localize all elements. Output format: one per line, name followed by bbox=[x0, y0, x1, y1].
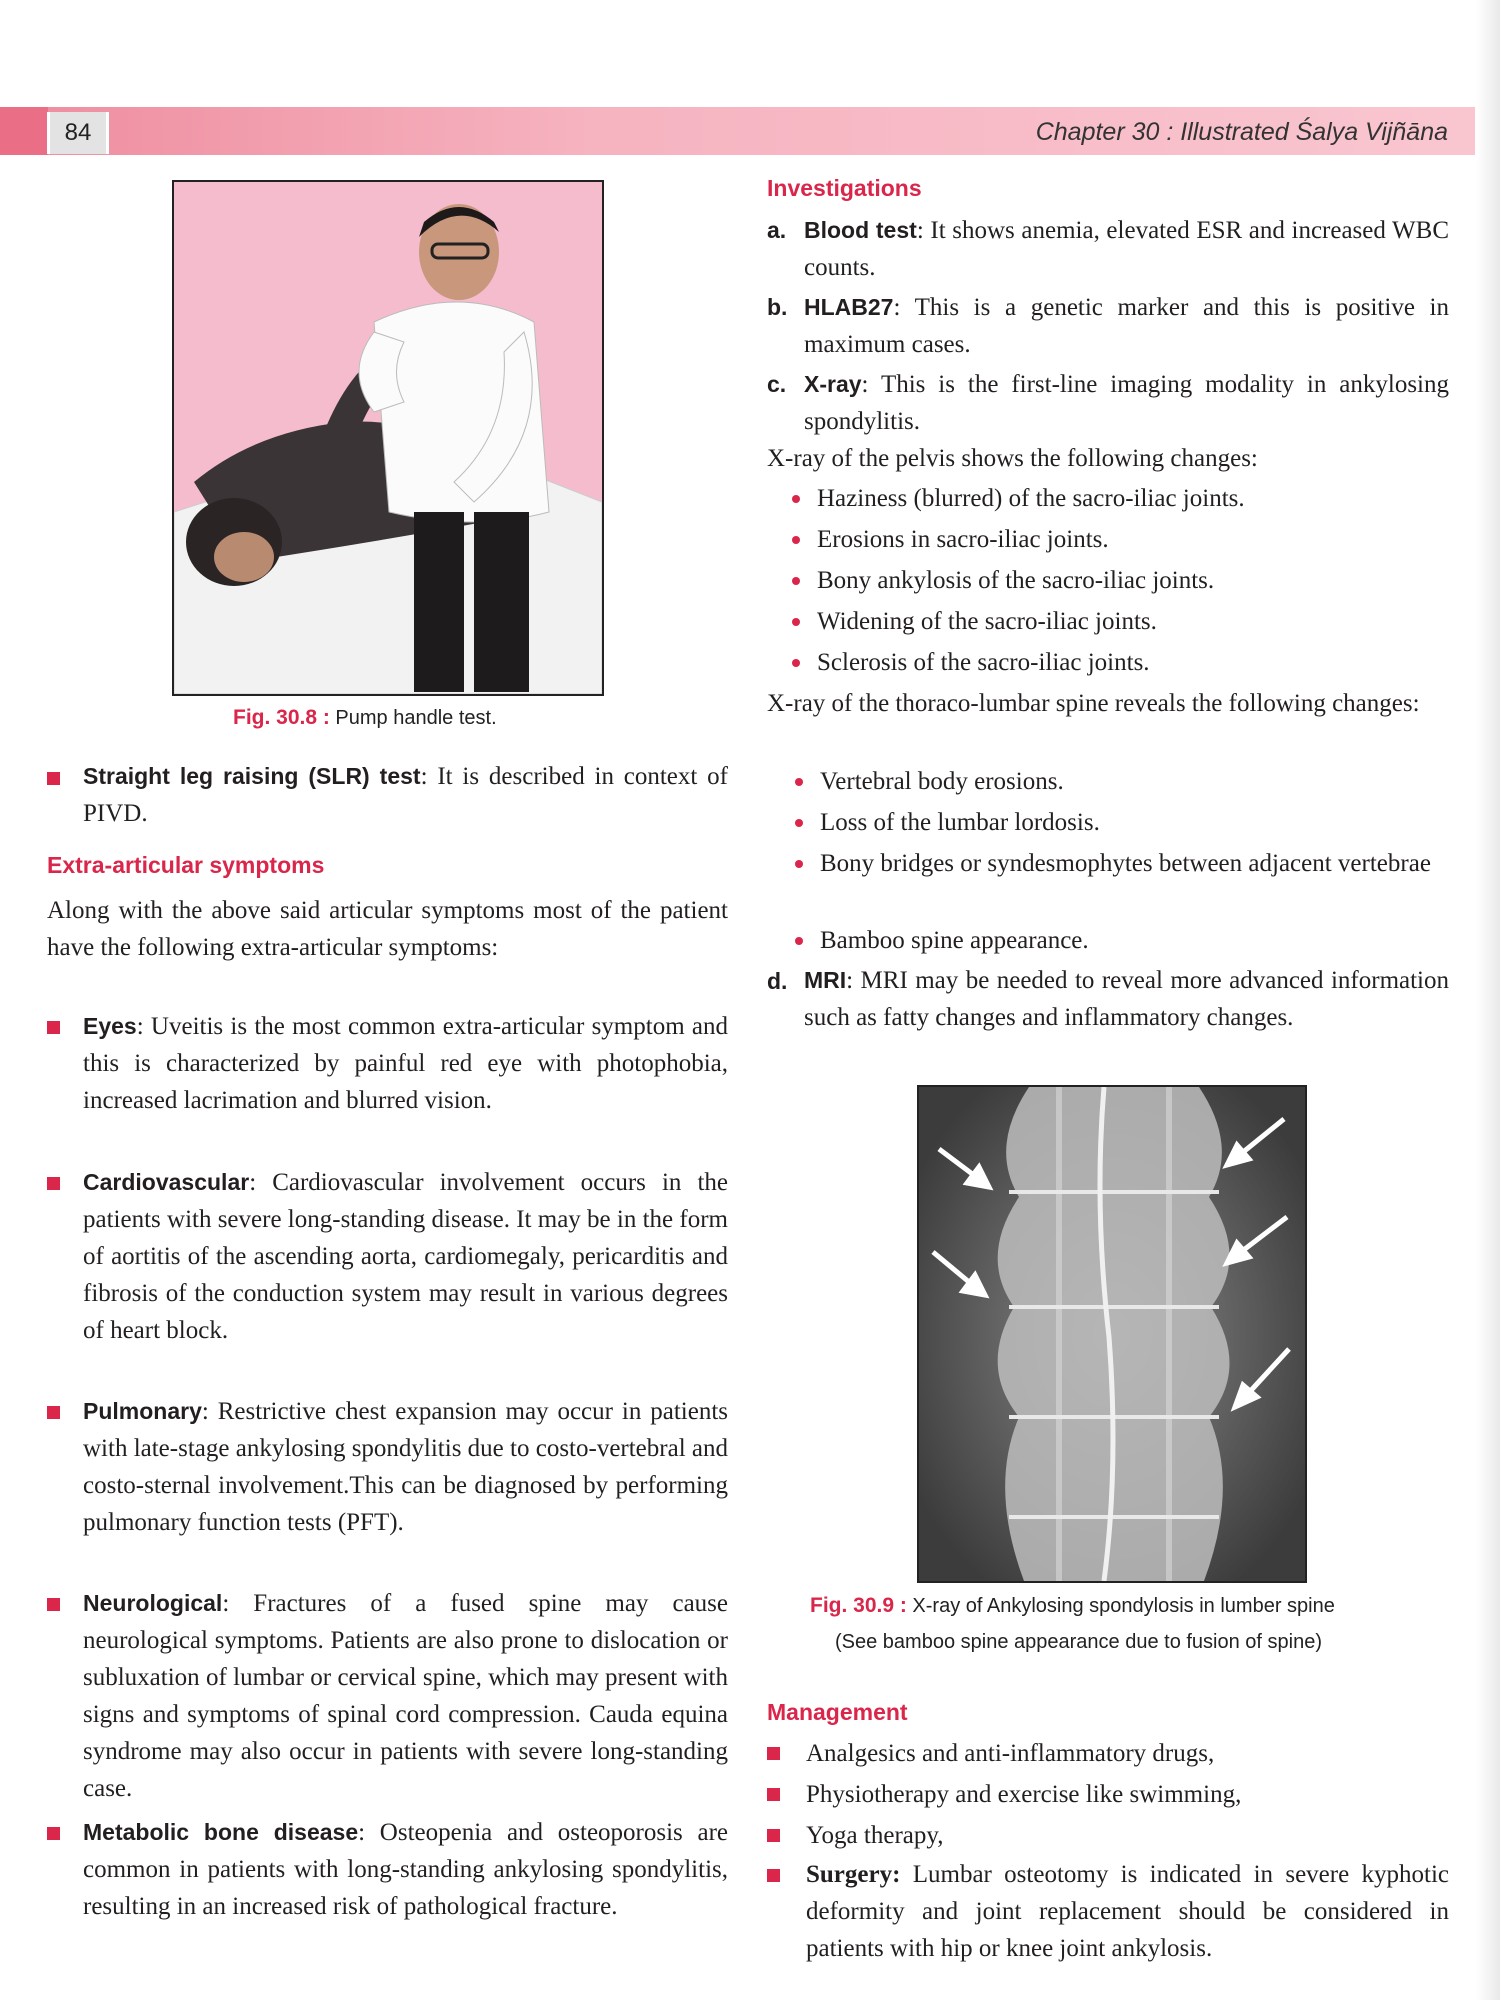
surgery-text: Lumbar osteotomy is indicated in severe kyphotic deformity and joint replacement should be considered in patients with hip or knee joint ankylosis. bbox=[806, 1861, 1449, 1962]
hlab27-text: : This is a genetic marker and this is positive in maximum cases. bbox=[804, 294, 1449, 358]
spine-item-4: Bamboo spine appearance. bbox=[820, 927, 1089, 954]
mri-item bbox=[804, 962, 1449, 1036]
bullet-cardiovascular bbox=[47, 1177, 60, 1190]
pump-handle-test-photo bbox=[172, 180, 604, 696]
inv-letter-b: b. bbox=[767, 294, 788, 320]
mgmt-item-1: Analgesics and anti-inflammatory drugs, bbox=[806, 1740, 1215, 1767]
spine-item-3: Bony bridges or syndesmophytes between adjacent vertebrae bbox=[820, 850, 1431, 877]
metabolic-text: : Osteopenia and osteoporosis are common in patients with long-standing ankylosing spondylitis, resulting in an increased risk of pathological fracture. bbox=[83, 1819, 728, 1920]
slr-test-term: Straight leg raising (SLR) test bbox=[83, 763, 421, 789]
bullet-mgmt-3 bbox=[767, 1829, 780, 1842]
xray-term: X-ray bbox=[804, 371, 862, 397]
blood-test-item bbox=[804, 212, 1449, 286]
dot-pelvis-4 bbox=[792, 618, 800, 626]
pelvis-item-1: Haziness (blurred) of the sacro-iliac joints. bbox=[817, 485, 1245, 512]
dot-spine-3 bbox=[795, 860, 803, 868]
spine-item-2: Loss of the lumbar lordosis. bbox=[820, 809, 1100, 836]
dot-pelvis-5 bbox=[792, 659, 800, 667]
blood-test-text: : It shows anemia, elevated ESR and increased WBC counts. bbox=[804, 217, 1449, 281]
neurological-term: Neurological bbox=[83, 1590, 223, 1616]
management-heading: Management bbox=[767, 1699, 908, 1725]
page-number: 84 bbox=[47, 112, 109, 154]
pelvis-item-5: Sclerosis of the sacro-iliac joints. bbox=[817, 649, 1150, 676]
slr-test-item bbox=[83, 758, 728, 832]
dot-pelvis-2 bbox=[792, 536, 800, 544]
spine-item-1: Vertebral body erosions. bbox=[820, 768, 1064, 795]
hlab27-term: HLAB27 bbox=[804, 294, 894, 320]
header-tab bbox=[0, 107, 48, 155]
mri-text: : MRI may be needed to reveal more advanced information such as fatty changes and inflammatory changes. bbox=[804, 967, 1449, 1031]
figure-30-9-caption-line1 bbox=[810, 1590, 1335, 1622]
cardiovascular-text: : Cardiovascular involvement occurs in the patients with severe long-standing disease. It may be in the form of aortitis of the ascending aorta, cardiomegaly, pericarditis and fibrosis of the conduction system may result in various degrees of heart block. bbox=[83, 1169, 728, 1344]
bamboo-spine-xray-illustration bbox=[919, 1087, 1305, 1581]
dot-spine-4 bbox=[795, 937, 803, 945]
neurological-item bbox=[83, 1585, 728, 1807]
pelvis-item-4: Widening of the sacro-iliac joints. bbox=[817, 608, 1157, 635]
pulmonary-item bbox=[83, 1393, 728, 1541]
pump-handle-test-illustration bbox=[174, 182, 602, 694]
bullet-neurological bbox=[47, 1598, 60, 1611]
dot-pelvis-1 bbox=[792, 495, 800, 503]
bullet-mgmt-4 bbox=[767, 1869, 780, 1882]
figure-30-8-label: Fig. 30.8 : bbox=[233, 706, 330, 729]
bullet-eyes bbox=[47, 1021, 60, 1034]
eyes-term: Eyes bbox=[83, 1013, 137, 1039]
slr-test-text: : It is described in context of PIVD. bbox=[83, 763, 728, 827]
pulmonary-term: Pulmonary bbox=[83, 1398, 202, 1424]
dot-spine-2 bbox=[795, 819, 803, 827]
bullet-mgmt-2 bbox=[767, 1788, 780, 1801]
inv-letter-c: c. bbox=[767, 371, 787, 397]
blood-test-term: Blood test bbox=[804, 217, 917, 243]
mri-term: MRI bbox=[804, 967, 847, 993]
bullet-slr bbox=[47, 772, 60, 785]
pelvis-intro: X-ray of the pelvis shows the following changes: bbox=[767, 445, 1258, 472]
pulmonary-text: : Restrictive chest expansion may occur in patients with late-stage ankylosing spondylitis due to costo-vertebral and costo-sternal involvement.This can be diagnosed by performing pulmonary function tests (PFT). bbox=[83, 1398, 728, 1536]
dot-pelvis-3 bbox=[792, 577, 800, 585]
mgmt-item-2: Physiotherapy and exercise like swimming, bbox=[806, 1781, 1242, 1808]
metabolic-item bbox=[83, 1814, 728, 1925]
cardiovascular-item bbox=[83, 1164, 728, 1349]
hlab27-item bbox=[804, 289, 1449, 363]
surgery-term: Surgery: bbox=[806, 1861, 901, 1888]
figure-30-8-caption bbox=[233, 702, 497, 734]
pelvis-item-2: Erosions in sacro-iliac joints. bbox=[817, 526, 1109, 553]
bullet-metabolic bbox=[47, 1827, 60, 1840]
extra-articular-heading: Extra-articular symptoms bbox=[47, 852, 325, 878]
figure-30-9-caption-line2: (See bamboo spine appearance due to fusion of spine) bbox=[835, 1631, 1323, 1653]
mgmt-item-3: Yoga therapy, bbox=[806, 1822, 944, 1849]
investigations-heading: Investigations bbox=[767, 175, 922, 201]
figure-30-9-label: Fig. 30.9 : bbox=[810, 1594, 907, 1617]
figure-30-9-text: X-ray of Ankylosing spondylosis in lumber spine bbox=[912, 1595, 1335, 1617]
spine-xray-image bbox=[917, 1085, 1307, 1583]
cardiovascular-term: Cardiovascular bbox=[83, 1169, 250, 1195]
xray-text: : This is the first-line imaging modality in ankylosing spondylitis. bbox=[804, 371, 1449, 435]
surgery-item bbox=[806, 1856, 1449, 1967]
inv-letter-d: d. bbox=[767, 968, 788, 994]
chapter-title: Chapter 30 : Illustrated Śalya Vijñāna bbox=[1035, 118, 1448, 146]
spine-intro: X-ray of the thoraco-lumbar spine reveals the following changes: bbox=[767, 690, 1420, 717]
eyes-text: : Uveitis is the most common extra-articular symptom and this is characterized by painful red eye with photophobia, increased lacrimation and blurred vision. bbox=[83, 1013, 728, 1114]
extra-articular-intro: Along with the above said articular symptoms most of the patient have the following extra-articular symptoms: bbox=[47, 897, 728, 961]
inv-letter-a: a. bbox=[767, 217, 787, 243]
dot-spine-1 bbox=[795, 778, 803, 786]
pelvis-item-3: Bony ankylosis of the sacro-iliac joints. bbox=[817, 567, 1215, 594]
eyes-item bbox=[83, 1008, 728, 1119]
page-edge-shadow bbox=[1476, 0, 1500, 2000]
metabolic-term: Metabolic bone disease bbox=[83, 1819, 359, 1845]
bullet-pulmonary bbox=[47, 1406, 60, 1419]
neurological-text: : Fractures of a fused spine may cause neurological symptoms. Patients are also prone to dislocation or subluxation of lumbar or cervical spine, which may present with signs and symptoms of spinal cord compression. Cauda equina syndrome may also occur in patients with severe long-standing case. bbox=[83, 1590, 728, 1802]
figure-30-8-text: Pump handle test. bbox=[335, 707, 497, 729]
xray-item bbox=[804, 366, 1449, 440]
bullet-mgmt-1 bbox=[767, 1747, 780, 1760]
